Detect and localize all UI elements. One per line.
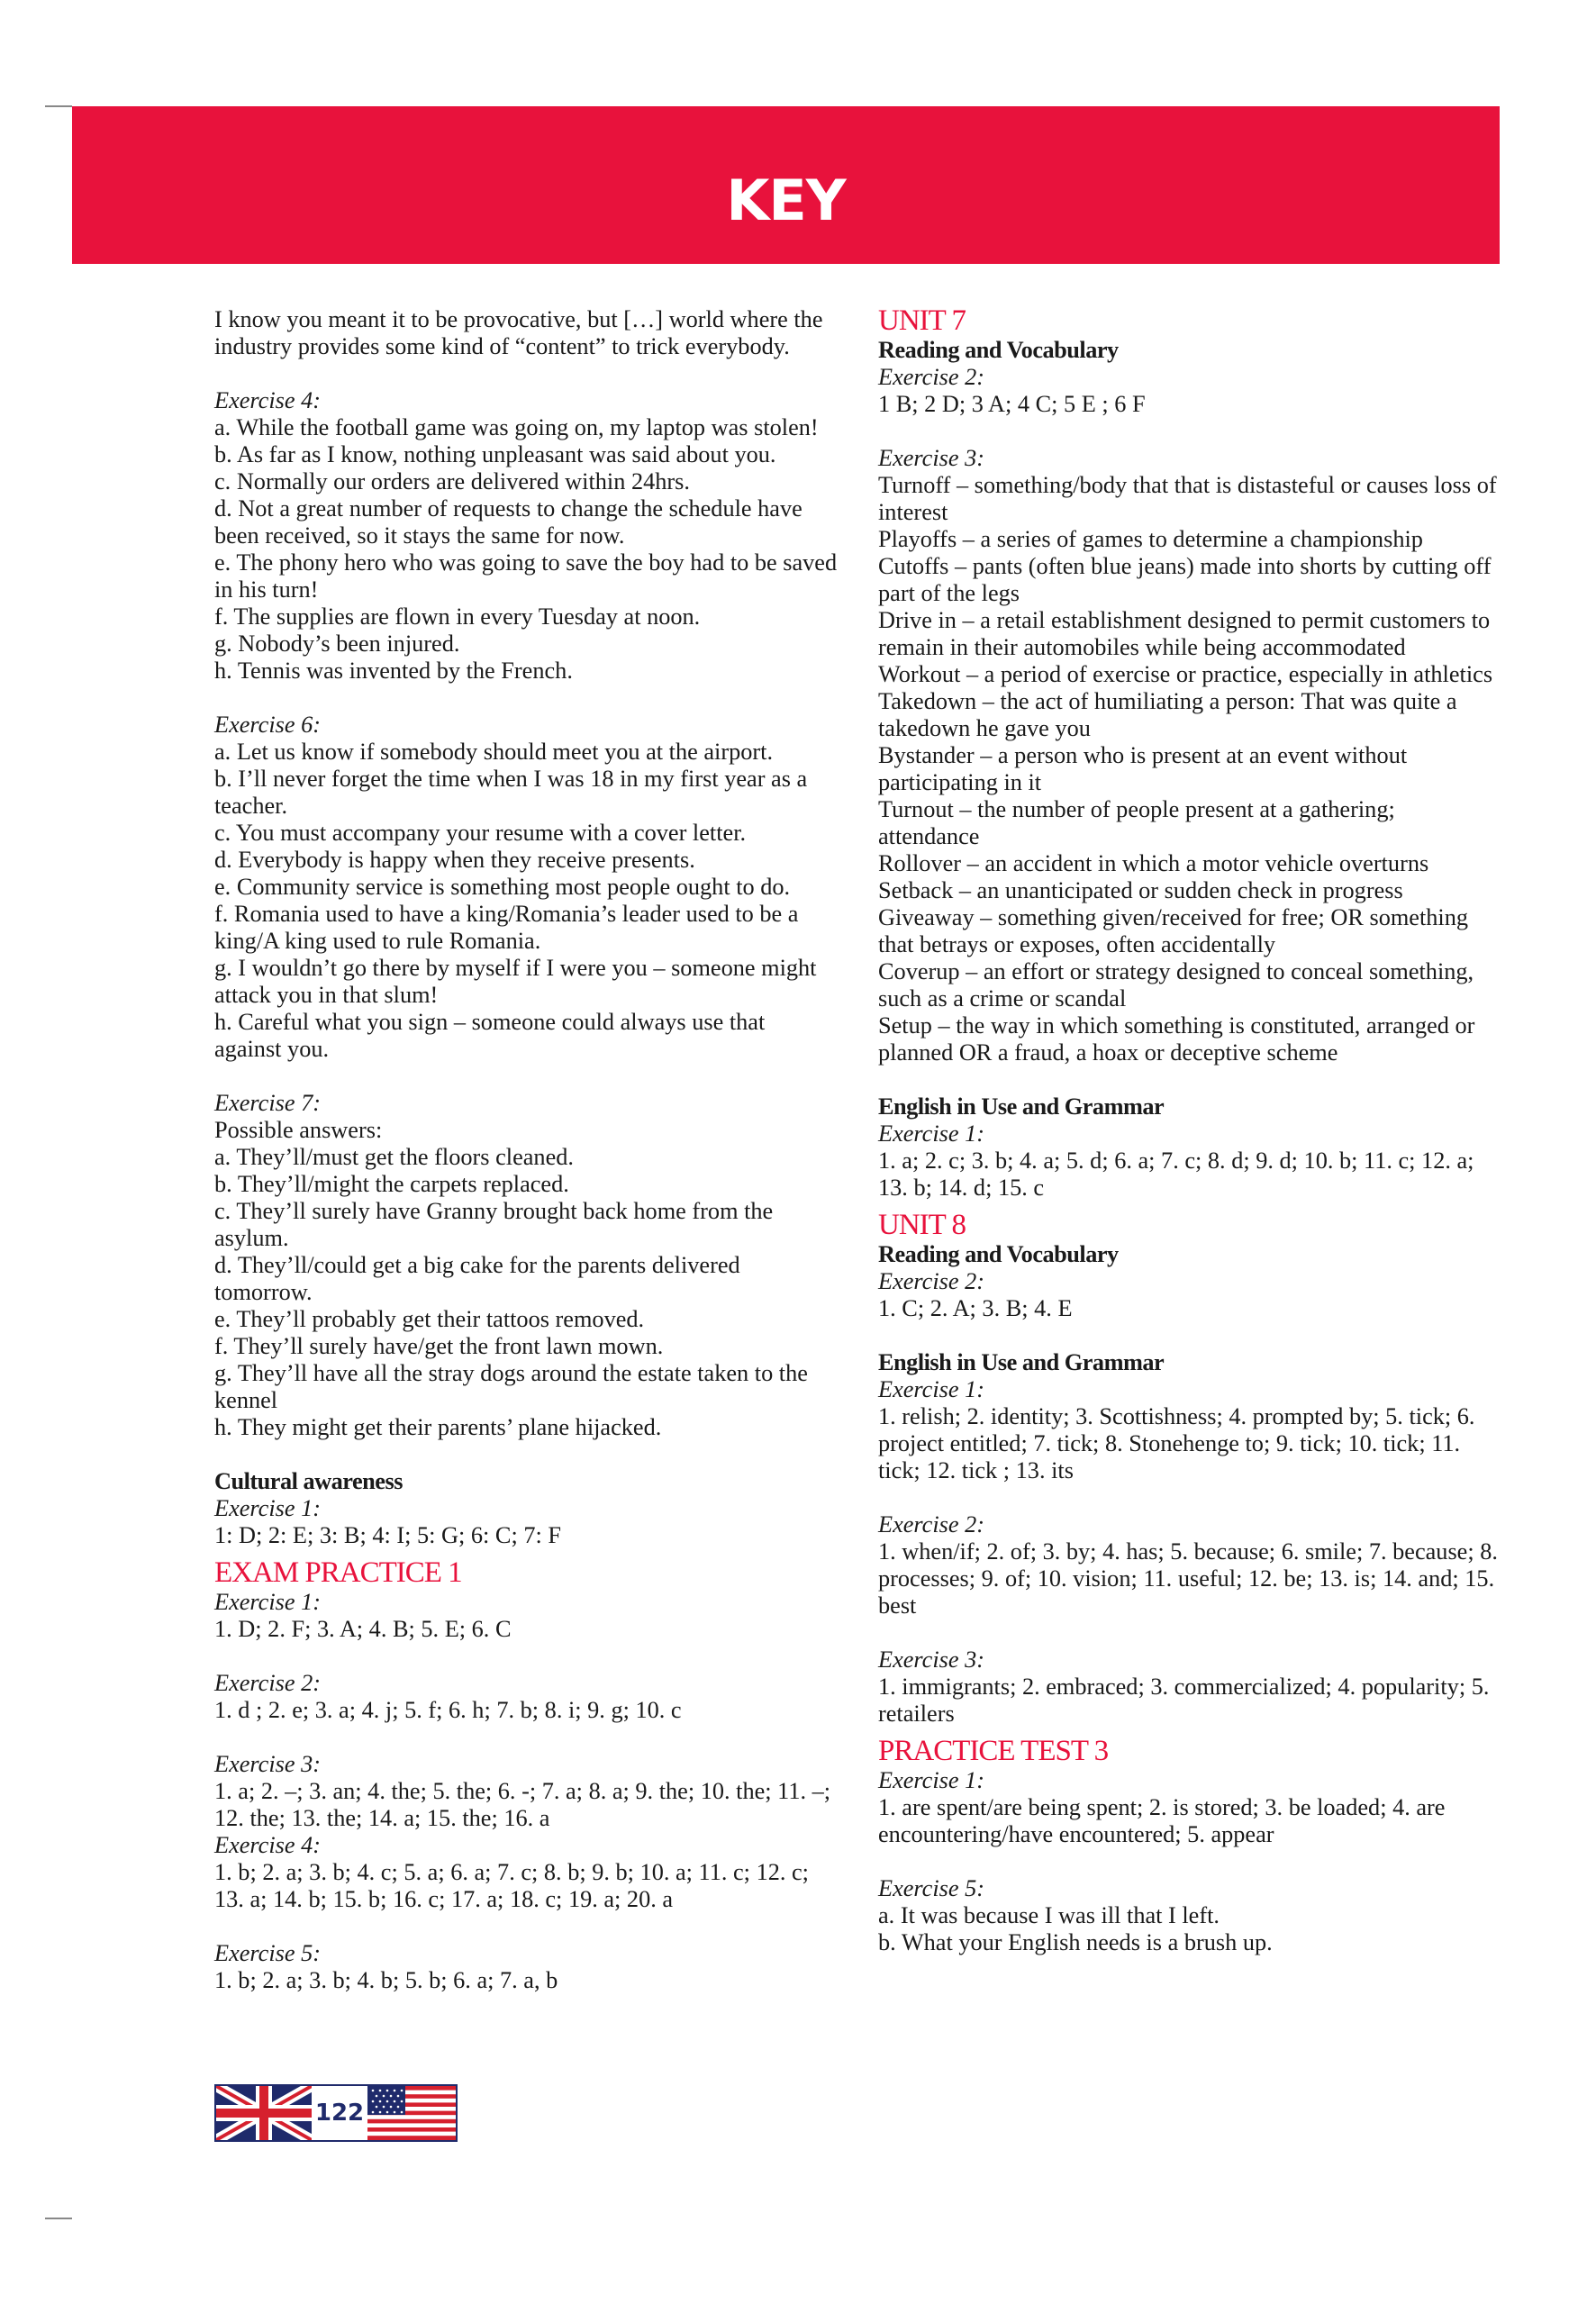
answer-line: g. They’ll have all the stray dogs around the estate taken to the kennel xyxy=(214,1360,808,1413)
paragraph-spacer xyxy=(214,360,838,387)
right-column xyxy=(878,304,1500,1956)
exercise-label: Exercise 3: xyxy=(878,445,985,471)
answer-line: 1. a; 2. –; 3. an; 4. the; 5. the; 6. -; 7. a; 8. a; 9. the; 10. the; 11. –; 12. the; 13. the; 14. a; 15. the; 16. a xyxy=(214,1778,831,1831)
page-title: KEY xyxy=(726,168,846,233)
answer-line: e. They’ll probably get their tattoos removed. xyxy=(214,1306,645,1332)
answer-line: 1. when/if; 2. of; 3. by; 4. has; 5. because; 6. smile; 7. because; 8. processes; 9. of; 10. vision; 11. useful; 12. be; 13. is; 14. and; 15. best xyxy=(878,1538,1498,1619)
section-subheading: Cultural awareness xyxy=(214,1468,403,1494)
answer-line: 1. immigrants; 2. embraced; 3. commercialized; 4. popularity; 5. retailers xyxy=(878,1674,1490,1727)
answer-line: 1: D; 2: E; 3: B; 4: I; 5: G; 6: C; 7: F xyxy=(214,1522,561,1548)
unit-heading: EXAM PRACTICE 1 xyxy=(214,1556,462,1589)
unit-heading: UNIT 8 xyxy=(878,1209,966,1241)
uk-flag-icon xyxy=(216,2086,312,2140)
answer-line: b. I’ll never forget the time when I was 18 in my first year as a teacher. xyxy=(214,766,808,819)
exercise-label: Exercise 4: xyxy=(214,387,322,413)
answer-line: Coverup – an effort or strategy designed to conceal something, such as a crime or scandal xyxy=(878,958,1474,1011)
answer-line: a. While the football game was going on, my laptop was stolen! xyxy=(214,414,819,440)
answer-line: b. What your English needs is a brush up. xyxy=(878,1929,1273,1955)
footer-flags xyxy=(214,2084,458,2142)
exercise-label: Exercise 2: xyxy=(878,1511,985,1538)
answer-line: 1. D; 2. F; 3. A; 4. B; 5. E; 6. C xyxy=(214,1616,512,1642)
answer-line: Drive in – a retail establishment designed to permit customers to remain in their automobiles while being accommodated xyxy=(878,607,1491,660)
answer-line: 1 B; 2 D; 3 A; 4 C; 5 E ; 6 F xyxy=(878,391,1146,417)
exercise-label: Exercise 2: xyxy=(214,1670,322,1696)
unit-heading: UNIT 7 xyxy=(878,304,966,337)
exercise-label: Exercise 4: xyxy=(214,1832,322,1858)
answer-line: Turnout – the number of people present at a gathering; attendance xyxy=(878,796,1395,849)
paragraph-spacer xyxy=(214,1063,838,1090)
answer-line: Possible answers: xyxy=(214,1117,383,1143)
exercise-label: Exercise 5: xyxy=(214,1940,322,1966)
paragraph-spacer xyxy=(878,1322,1500,1349)
paragraph-spacer xyxy=(214,1441,838,1468)
answer-line: d. Not a great number of requests to change the schedule have been received, so it stays the same for now. xyxy=(214,495,803,549)
exercise-label: Exercise 3: xyxy=(214,1751,322,1777)
answer-line: f. They’ll surely have/get the front lawn mown. xyxy=(214,1333,664,1359)
paragraph-spacer xyxy=(878,1619,1500,1646)
answer-line: 1. b; 2. a; 3. b; 4. c; 5. a; 6. a; 7. c; 8. b; 9. b; 10. a; 11. c; 12. c; 13. a; 14. b; 15. b; 16. c; 17. a; 18. c; 19. a; 20. a xyxy=(214,1859,809,1912)
answer-line: 1. a; 2. c; 3. b; 4. a; 5. d; 6. a; 7. c; 8. d; 9. d; 10. b; 11. c; 12. a; 13. b; 14. d; 15. c xyxy=(878,1147,1474,1201)
answer-line: Bystander – a person who is present at an event without participating in it xyxy=(878,742,1408,795)
left-column xyxy=(214,306,838,1994)
answer-line: g. I wouldn’t go there by myself if I were you – someone might attack you in that slum! xyxy=(214,955,817,1008)
answer-line: b. They’ll/might the carpets replaced. xyxy=(214,1171,569,1197)
paragraph-spacer xyxy=(214,685,838,712)
exercise-label: Exercise 1: xyxy=(214,1495,322,1521)
answer-line: f. The supplies are flown in every Tuesday at noon. xyxy=(214,603,701,630)
crop-mark-bottom xyxy=(45,2218,72,2219)
answer-line: h. Careful what you sign – someone could always use that against you. xyxy=(214,1009,766,1062)
section-subheading: Reading and Vocabulary xyxy=(878,337,1119,363)
exercise-label: Exercise 5: xyxy=(878,1875,985,1901)
answer-line: g. Nobody’s been injured. xyxy=(214,630,460,657)
paragraph-spacer xyxy=(214,1724,838,1751)
answer-line: 1. are spent/are being spent; 2. is stored; 3. be loaded; 4. are encountering/have encountered; 5. appear xyxy=(878,1794,1446,1847)
crop-mark-top xyxy=(45,105,72,107)
answer-line: d. They’ll/could get a big cake for the parents delivered tomorrow. xyxy=(214,1252,740,1305)
paragraph-spacer xyxy=(878,1848,1500,1875)
answer-line: 1. b; 2. a; 3. b; 4. b; 5. b; 6. a; 7. a, b xyxy=(214,1967,558,1993)
answer-line: a. Let us know if somebody should meet you at the airport. xyxy=(214,739,774,765)
answer-line: e. The phony hero who was going to save the boy had to be saved in his turn! xyxy=(214,549,838,603)
answer-line: c. You must accompany your resume with a cover letter. xyxy=(214,820,747,846)
exercise-label: Exercise 1: xyxy=(878,1767,985,1793)
answer-line: h. Tennis was invented by the French. xyxy=(214,658,573,684)
section-subheading: Reading and Vocabulary xyxy=(878,1241,1119,1267)
page-number: 122 xyxy=(314,2100,365,2127)
answer-line: f. Romania used to have a king/Romania’s leader used to be a king/A king used to rule Romania. xyxy=(214,901,799,954)
answer-line: Takedown – the act of humiliating a person: That was quite a takedown he gave you xyxy=(878,688,1457,741)
paragraph-spacer xyxy=(214,1913,838,1940)
paragraph-spacer xyxy=(878,1484,1500,1511)
section-subheading: English in Use and Grammar xyxy=(878,1349,1165,1375)
answer-line: Rollover – an accident in which a motor vehicle overturns xyxy=(878,850,1429,876)
answer-line: c. They’ll surely have Granny brought back home from the asylum. xyxy=(214,1198,774,1251)
answer-line: Giveaway – something given/received for free; OR something that betrays or exposes, often accidentally xyxy=(878,904,1469,957)
exercise-label: Exercise 2: xyxy=(878,1268,985,1294)
answer-line: Workout – a period of exercise or practice, especially in athletics xyxy=(878,661,1493,687)
answer-line: 1. d ; 2. e; 3. a; 4. j; 5. f; 6. h; 7. b; 8. i; 9. g; 10. c xyxy=(214,1697,682,1723)
answer-line: c. Normally our orders are delivered within 24hrs. xyxy=(214,468,690,494)
answer-line: I know you meant it to be provocative, but […] world where the industry provides some kind of “content” to trick everybody. xyxy=(214,306,823,359)
answer-line: 1. relish; 2. identity; 3. Scottishness; 4. prompted by; 5. tick; 6. project entitled; 7. tick; 8. Stonehenge to; 9. tick; 10. tick; 11. tick; 12. tick ; 13. its xyxy=(878,1403,1475,1483)
answer-line: Setback – an unanticipated or sudden check in progress xyxy=(878,877,1403,903)
answer-line: h. They might get their parents’ plane hijacked. xyxy=(214,1414,662,1440)
answer-line: a. They’ll/must get the floors cleaned. xyxy=(214,1144,574,1170)
paragraph-spacer xyxy=(214,1643,838,1670)
answer-line: Setup – the way in which something is constituted, arranged or planned OR a fraud, a hoax or deceptive scheme xyxy=(878,1012,1475,1066)
exercise-label: Exercise 1: xyxy=(214,1589,322,1615)
paragraph-spacer xyxy=(878,1066,1500,1093)
answer-line: b. As far as I know, nothing unpleasant was said about you. xyxy=(214,441,776,467)
answer-line: 1. C; 2. A; 3. B; 4. E xyxy=(878,1295,1073,1321)
answer-line: Playoffs – a series of games to determine a championship xyxy=(878,526,1423,552)
exercise-label: Exercise 1: xyxy=(878,1120,985,1147)
exercise-label: Exercise 7: xyxy=(214,1090,322,1116)
section-subheading: English in Use and Grammar xyxy=(878,1093,1165,1120)
unit-heading: PRACTICE TEST 3 xyxy=(878,1735,1109,1767)
answer-line: e. Community service is something most people ought to do. xyxy=(214,874,791,900)
exercise-label: Exercise 3: xyxy=(878,1646,985,1673)
exercise-label: Exercise 6: xyxy=(214,712,322,738)
answer-line: a. It was because I was ill that I left. xyxy=(878,1902,1220,1928)
header-banner xyxy=(72,106,1500,264)
answer-line: Turnoff – something/body that that is distasteful or causes loss of interest xyxy=(878,472,1497,525)
exercise-label: Exercise 2: xyxy=(878,364,985,390)
paragraph-spacer xyxy=(878,418,1500,445)
answer-line: Cutoffs – pants (often blue jeans) made into shorts by cutting off part of the legs xyxy=(878,553,1492,606)
answer-line: d. Everybody is happy when they receive presents. xyxy=(214,847,695,873)
exercise-label: Exercise 1: xyxy=(878,1376,985,1402)
us-flag-icon xyxy=(367,2086,456,2140)
